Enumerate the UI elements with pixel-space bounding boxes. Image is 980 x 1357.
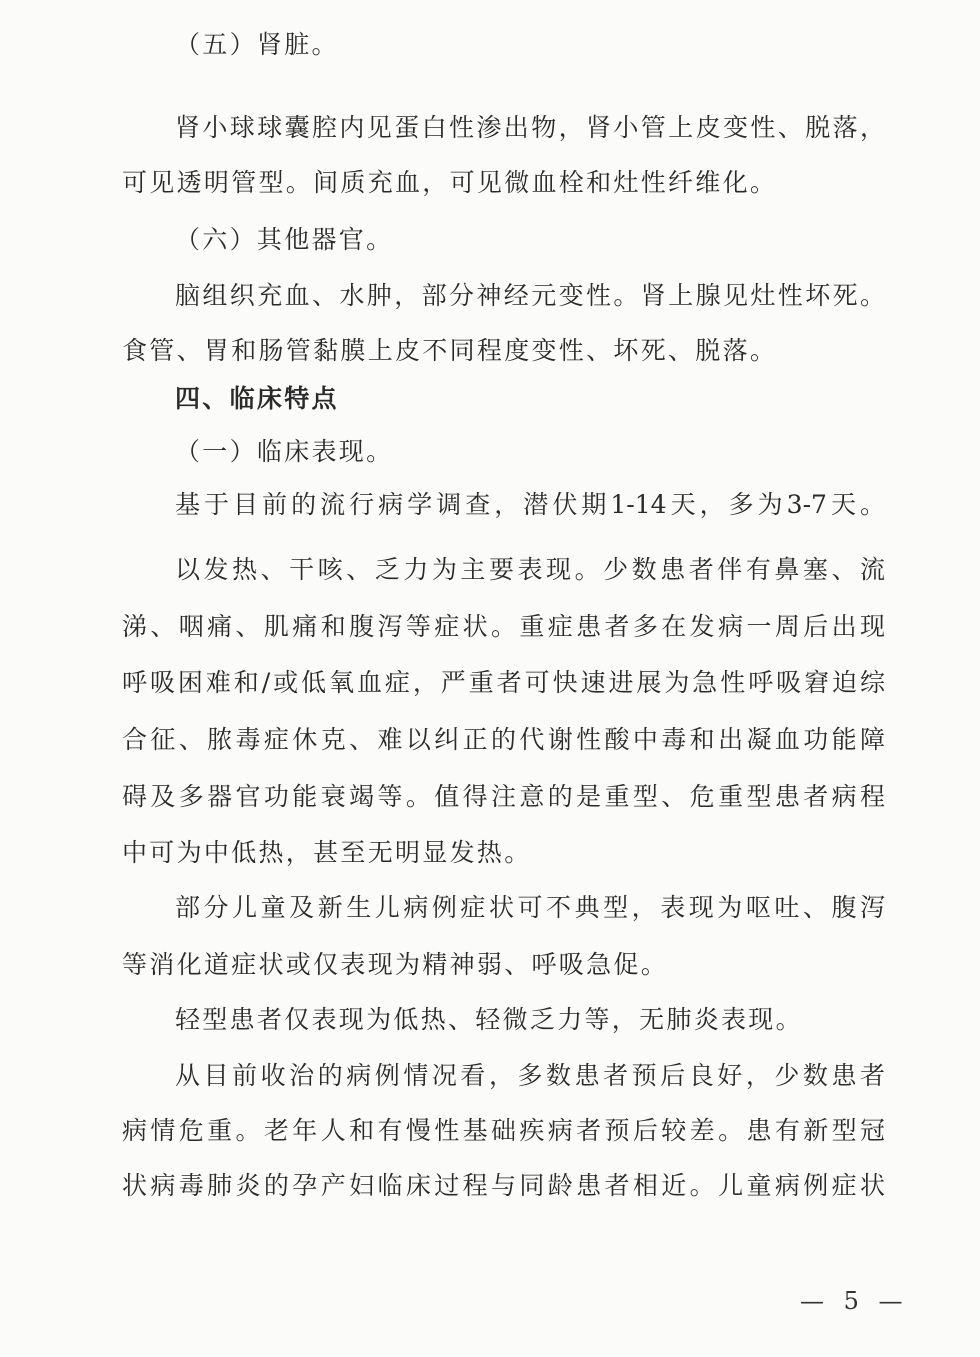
subheading-clinical-manifestation: （一）临床表现。 (175, 437, 394, 466)
paragraph-line: 合征、脓毒症休克、难以纠正的代谢性酸中毒和出凝血功能障 (122, 725, 885, 754)
subheading-kidney: （五）肾脏。 (175, 30, 339, 59)
paragraph-line: 碍及多器官功能衰竭等。值得注意的是重型、危重型患者病程 (122, 782, 885, 811)
paragraph-line: 等消化道症状或仅表现为精神弱、呼吸急促。 (122, 950, 669, 979)
paragraph-line: 状病毒肺炎的孕产妇临床过程与同龄患者相近。儿童病例症状 (122, 1171, 885, 1200)
paragraph-line: 食管、胃和肠管黏膜上皮不同程度变性、坏死、脱落。 (122, 336, 778, 365)
paragraph-line: 肾小球球囊腔内见蛋白性渗出物，肾小管上皮变性、脱落， (175, 113, 885, 142)
paragraph-line: 涕、咽痛、肌痛和腹泻等症状。重症患者多在发病一周后出现 (122, 612, 885, 641)
paragraph-line: 中可为中低热，甚至无明显发热。 (122, 838, 532, 867)
paragraph-line: 呼吸困难和/或低氧血症，严重者可快速进展为急性呼吸窘迫综 (122, 668, 885, 697)
paragraph-line: 基于目前的流行病学调查，潜伏期1-14天，多为3-7天。 (175, 490, 885, 519)
paragraph-line: 从目前收治的病例情况看，多数患者预后良好，少数患者 (175, 1061, 885, 1090)
subheading-other-organs: （六）其他器官。 (175, 225, 394, 254)
paragraph-line: 病情危重。老年人和有慢性基础疾病者预后较差。患有新型冠 (122, 1116, 885, 1145)
paragraph-line: 可见透明管型。间质充血，可见微血栓和灶性纤维化。 (122, 168, 778, 197)
paragraph-line: 部分儿童及新生儿病例症状可不典型，表现为呕吐、腹泻 (175, 893, 885, 922)
section-heading-clinical-features: 四、临床特点 (175, 384, 339, 413)
page-number: — 5 — (800, 1287, 909, 1315)
paragraph-line: 以发热、干咳、乏力为主要表现。少数患者伴有鼻塞、流 (175, 555, 885, 584)
paragraph-line: 轻型患者仅表现为低热、轻微乏力等，无肺炎表现。 (175, 1005, 803, 1034)
paragraph-line: 脑组织充血、水肿，部分神经元变性。肾上腺见灶性坏死。 (175, 281, 885, 310)
